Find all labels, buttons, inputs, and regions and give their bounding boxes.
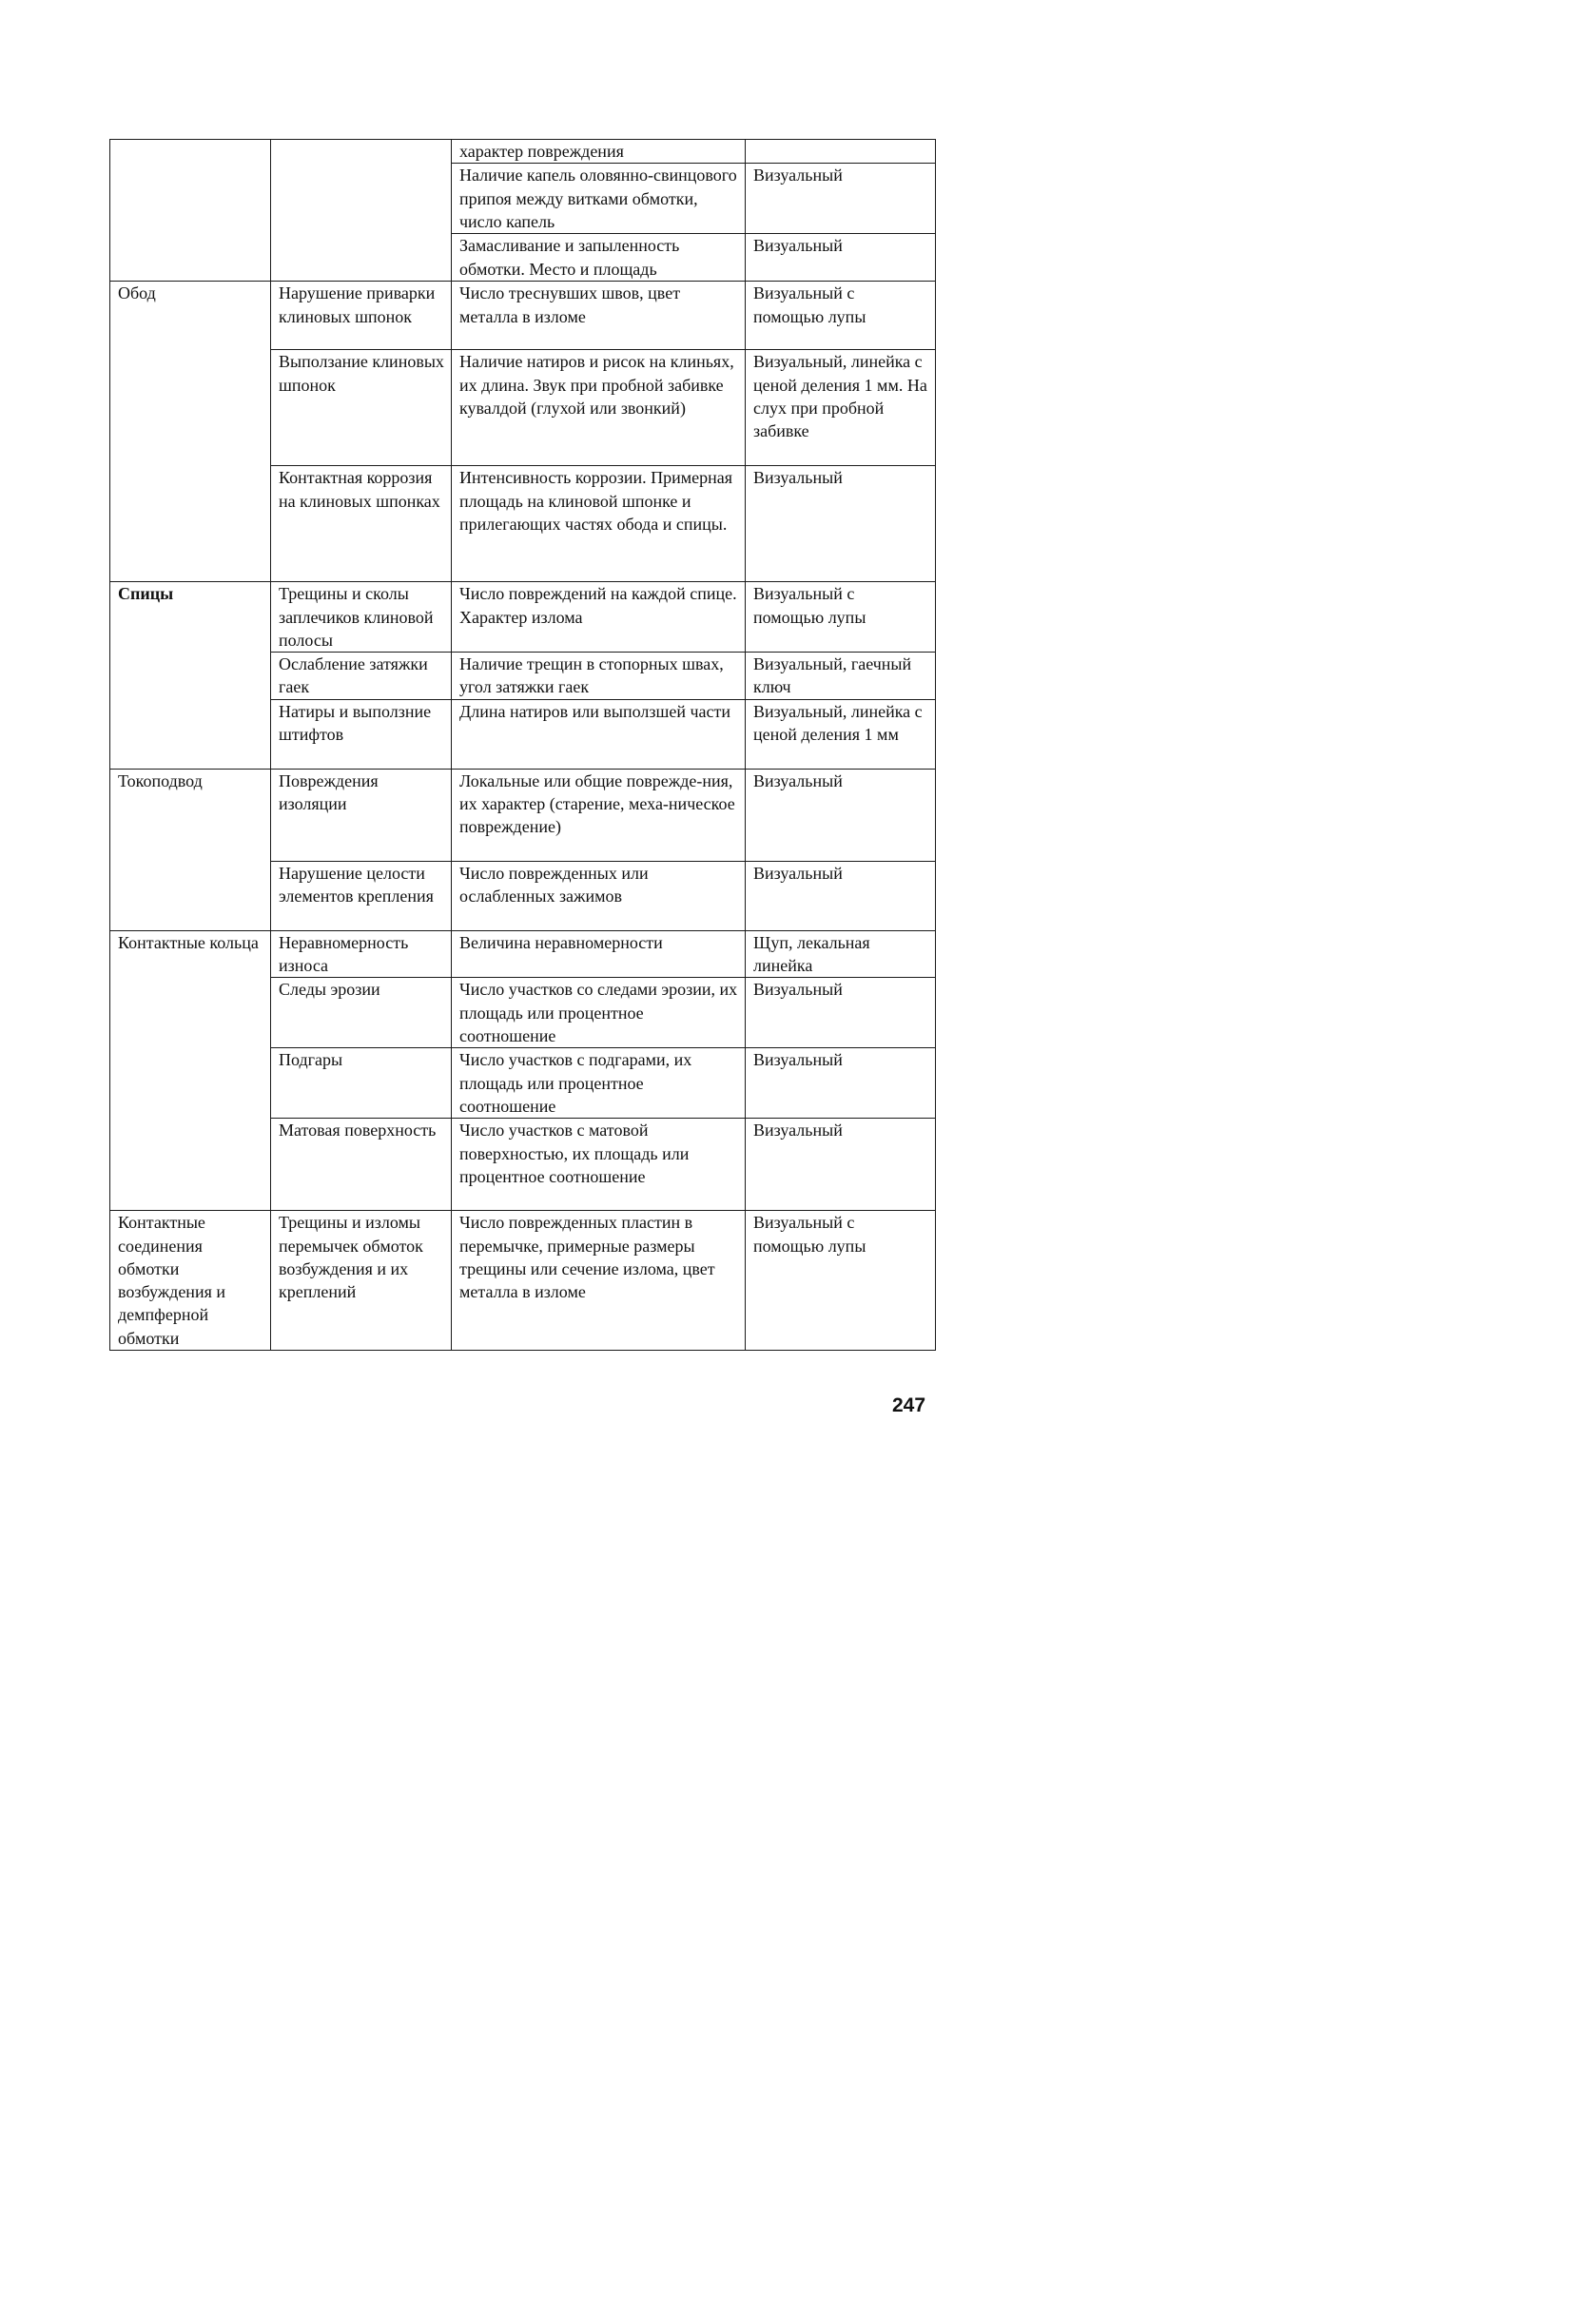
defect-cell: Контактная коррозия на клиновых шпонках — [271, 466, 452, 582]
method-cell: Визуальный, гаечный ключ — [746, 653, 936, 700]
method-cell: Визуальный — [746, 1119, 936, 1211]
parameter-cell: Локальные или общие поврежде-ния, их характер (старение, меха-ническое повреждение) — [452, 769, 746, 861]
defect-cell: Следы эрозии — [271, 978, 452, 1048]
table-row — [110, 582, 936, 653]
table-row — [110, 1211, 936, 1351]
defect-cell: Трещины и изломы перемычек обмоток возбуждения и их креплений — [271, 1211, 452, 1351]
method-cell: Визуальный с помощью лупы — [746, 282, 936, 350]
method-cell: Визуальный — [746, 1048, 936, 1119]
component-cell: Спицы — [110, 582, 271, 769]
parameter-cell: Наличие натиров и рисок на клиньях, их длина. Звук при пробной забивке кувалдой (глухой или звонкий) — [452, 350, 746, 466]
table-row — [110, 282, 936, 350]
defect-cell: Неравномерность износа — [271, 930, 452, 978]
parameter-cell: Число поврежденных или ослабленных зажимов — [452, 861, 746, 930]
inspection-table — [109, 139, 936, 1351]
defect-cell — [271, 140, 452, 282]
parameter-cell: Число участков со следами эрозии, их площадь или процентное соотношение — [452, 978, 746, 1048]
method-cell: Визуальный — [746, 861, 936, 930]
parameter-cell: Число повреждений на каждой спице. Характер излома — [452, 582, 746, 653]
parameter-cell: Интенсивность коррозии. Примерная площадь на клиновой шпонке и прилегающих частях обода и спицы. — [452, 466, 746, 582]
component-cell: Контактные кольца — [110, 930, 271, 1210]
method-cell: Визуальный — [746, 769, 936, 861]
method-cell: Визуальный — [746, 234, 936, 282]
table-row — [110, 769, 936, 861]
parameter-cell: Число поврежденных пластин в перемычке, примерные размеры трещины или сечение излома, цвет металла в изломе — [452, 1211, 746, 1351]
defect-cell: Натиры и выползние штифтов — [271, 699, 452, 769]
defect-cell: Подгары — [271, 1048, 452, 1119]
method-cell: Визуальный, линейка с ценой деления 1 мм. На слух при пробной забивке — [746, 350, 936, 466]
defect-cell: Ослабление затяжки гаек — [271, 653, 452, 700]
defect-cell: Матовая поверхность — [271, 1119, 452, 1211]
component-cell: Контактные соединения обмотки возбуждения и демпферной обмотки — [110, 1211, 271, 1351]
method-cell — [746, 140, 936, 164]
defect-cell: Повреждения изоляции — [271, 769, 452, 861]
table-row — [110, 140, 936, 164]
method-cell: Визуальный, линейка с ценой деления 1 мм — [746, 699, 936, 769]
component-cell — [110, 140, 271, 282]
parameter-cell: характер повреждения — [452, 140, 746, 164]
parameter-cell: Длина натиров или выползшей части — [452, 699, 746, 769]
parameter-cell: Наличие капель оловянно-свинцового припоя между витками обмотки, число капель — [452, 164, 746, 234]
parameter-cell: Число треснувших швов, цвет металла в изломе — [452, 282, 746, 350]
table-row — [110, 930, 936, 978]
method-cell: Визуальный с помощью лупы — [746, 582, 936, 653]
method-cell: Визуальный с помощью лупы — [746, 1211, 936, 1351]
method-cell: Щуп, лекальная линейка — [746, 930, 936, 978]
parameter-cell: Число участков с матовой поверхностью, их площадь или процентное соотношение — [452, 1119, 746, 1211]
parameter-cell: Замасливание и запыленность обмотки. Место и площадь — [452, 234, 746, 282]
component-cell: Токоподвод — [110, 769, 271, 930]
method-cell: Визуальный — [746, 164, 936, 234]
parameter-cell: Наличие трещин в стопорных швах, угол затяжки гаек — [452, 653, 746, 700]
parameter-cell: Число участков с подгарами, их площадь или процентное соотношение — [452, 1048, 746, 1119]
method-cell: Визуальный — [746, 466, 936, 582]
defect-cell: Трещины и сколы заплечиков клиновой полосы — [271, 582, 452, 653]
defect-cell: Нарушение приварки клиновых шпонок — [271, 282, 452, 350]
page-number: 247 — [892, 1394, 926, 1416]
parameter-cell: Величина неравномерности — [452, 930, 746, 978]
method-cell: Визуальный — [746, 978, 936, 1048]
defect-cell: Выползание клиновых шпонок — [271, 350, 452, 466]
component-cell: Обод — [110, 282, 271, 582]
defect-cell: Нарушение целости элементов крепления — [271, 861, 452, 930]
